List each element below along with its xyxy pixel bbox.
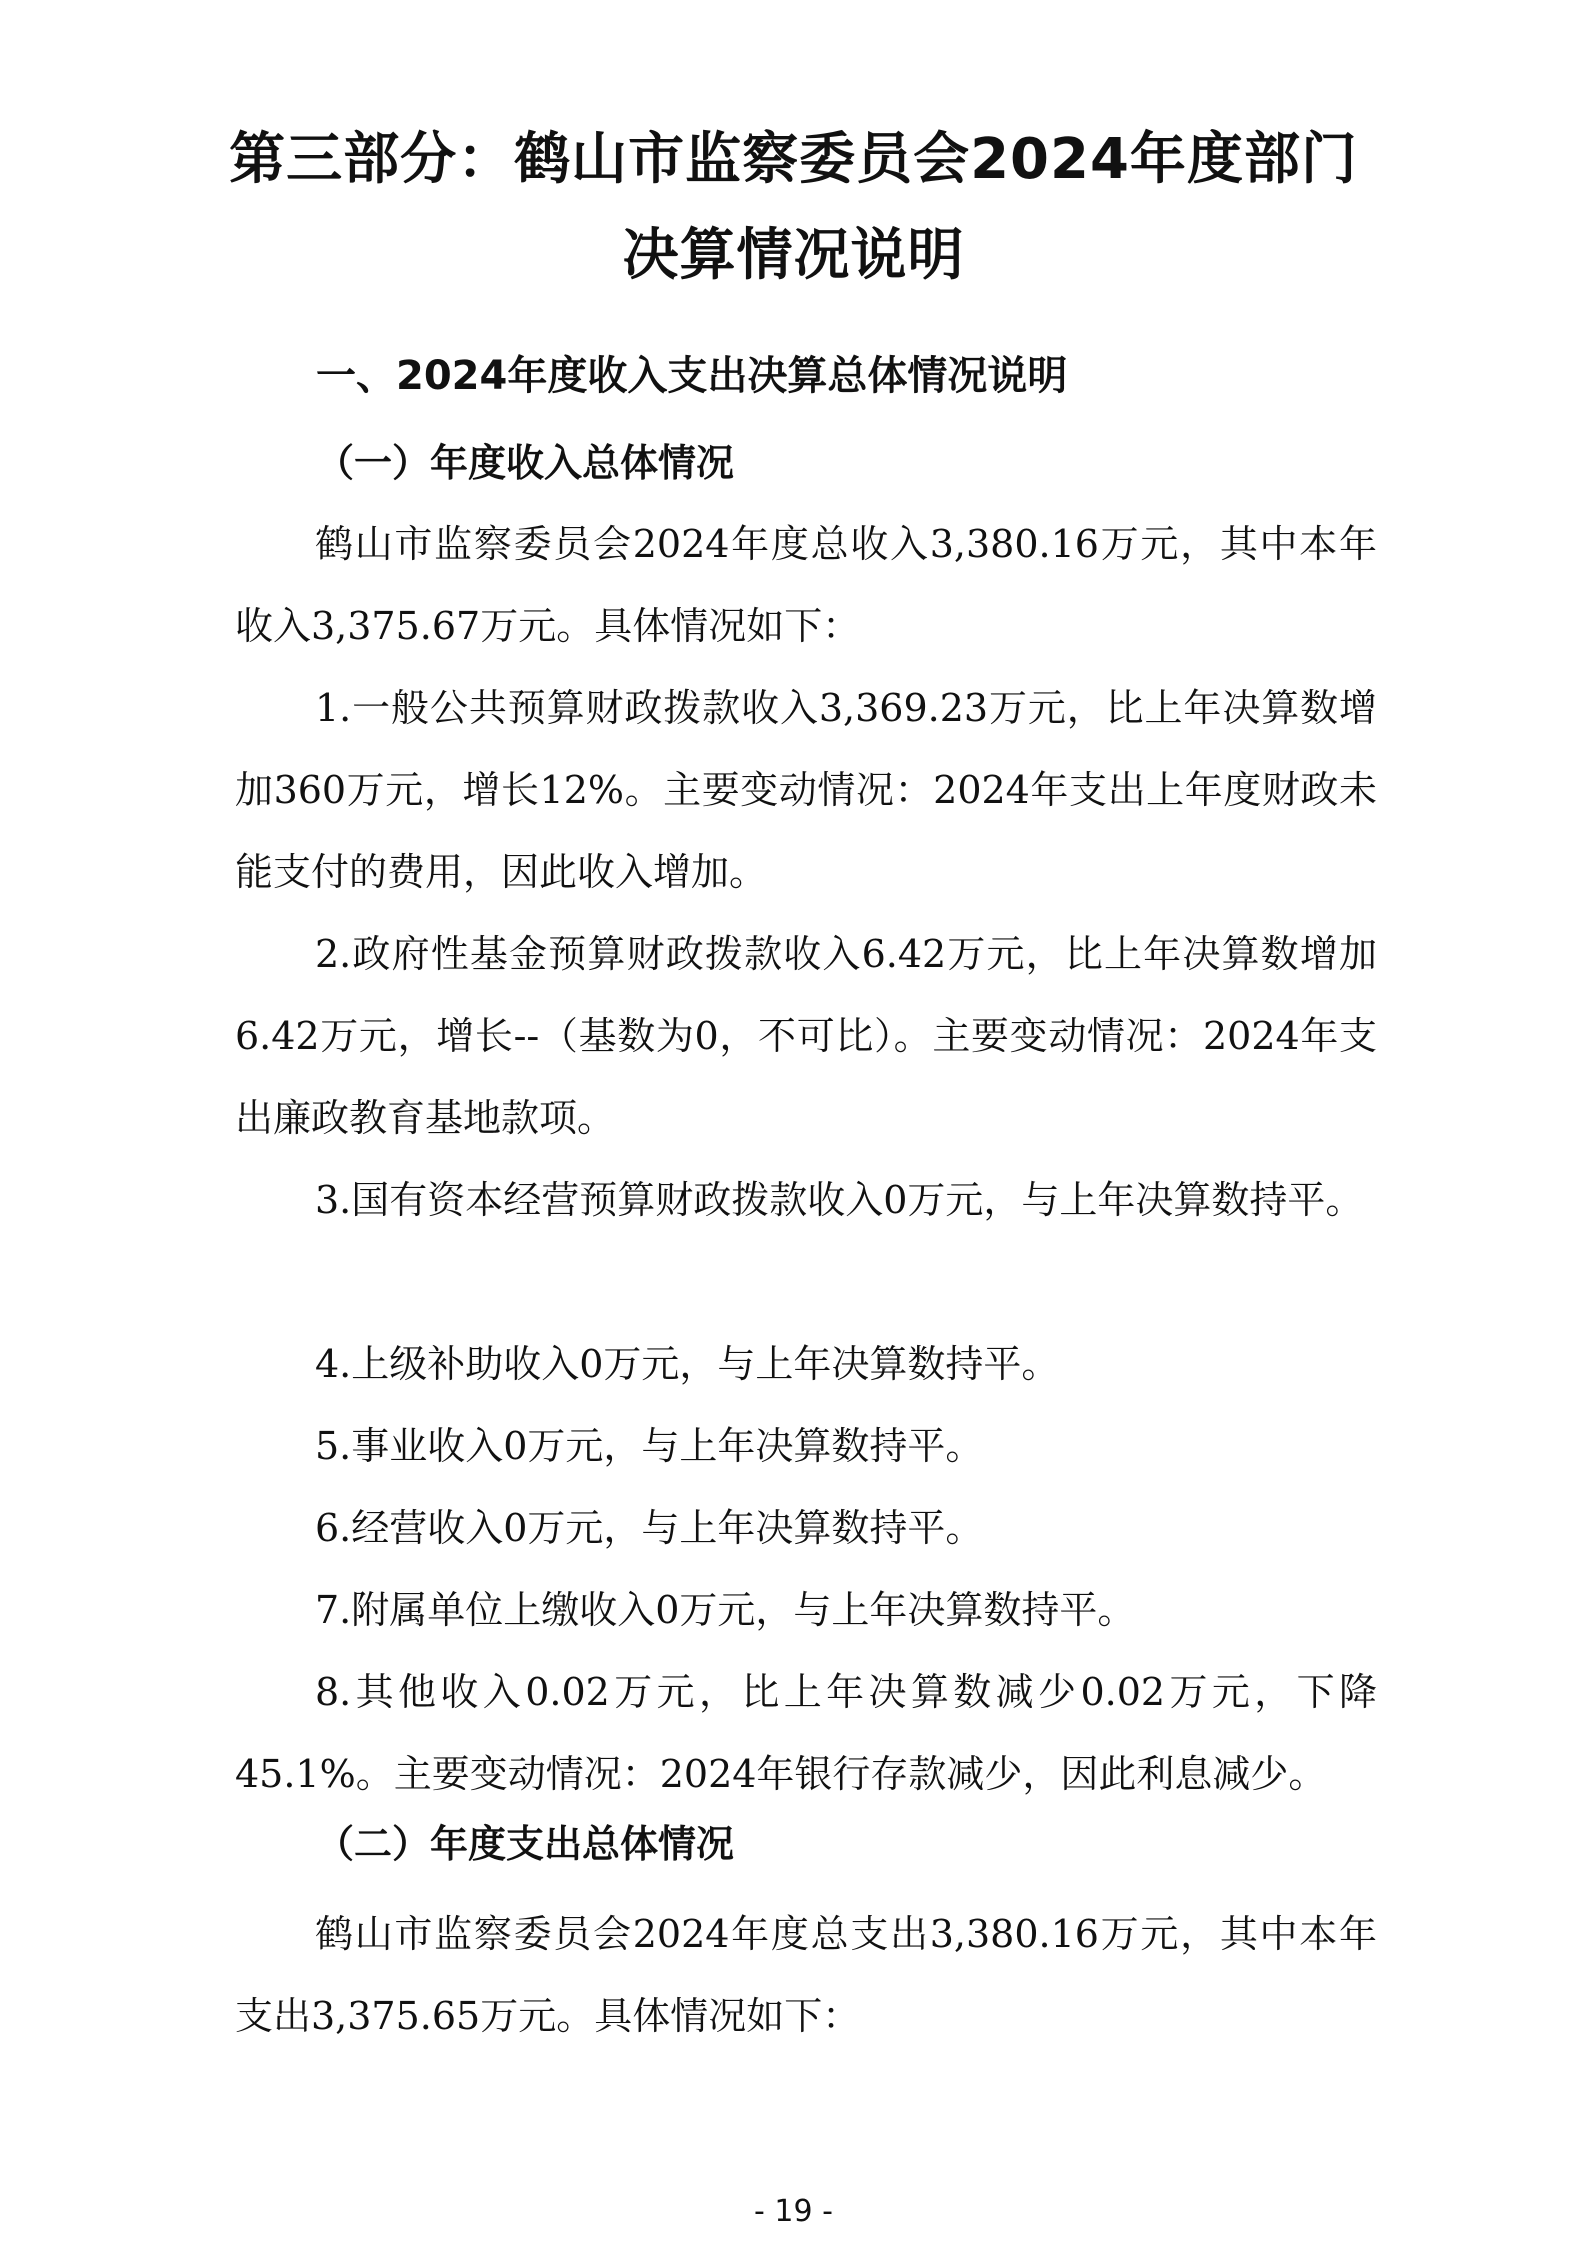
section-heading: 一、2024年度收入支出决算总体情况说明	[316, 353, 1068, 399]
income-intro-paragraph: 鹤山市监察委员会2024年度总收入3,380.16万元，其中本年收入3,375.67万元。具体情况如下：	[235, 522, 1377, 648]
income-item-7: 7.附属单位上缴收入0万元，与上年决算数持平。	[315, 1588, 1136, 1632]
title-line-1: 第三部分：鹤山市监察委员会2024年度部门	[229, 127, 1358, 192]
income-item-6: 6.经营收入0万元，与上年决算数持平。	[315, 1506, 984, 1550]
income-item-8: 8.其他收入0.02万元，比上年决算数减少0.02万元，下降45.1%。主要变动情况：2024年银行存款减少，因此利息减少。	[235, 1670, 1377, 1796]
subsection-heading-expenditure: （二）年度支出总体情况	[316, 1822, 735, 1866]
income-item-5: 5.事业收入0万元，与上年决算数持平。	[315, 1424, 984, 1468]
income-item-2: 2.政府性基金预算财政拨款收入6.42万元，比上年决算数增加6.42万元，增长--（基数为0，不可比）。主要变动情况：2024年支出廉政教育基地款项。	[235, 932, 1377, 1140]
income-item-4: 4.上级补助收入0万元，与上年决算数持平。	[315, 1342, 1060, 1386]
income-item-1: 1.一般公共预算财政拨款收入3,369.23万元，比上年决算数增加360万元，增长12%。主要变动情况：2024年支出上年度财政未能支付的费用，因此收入增加。	[235, 686, 1377, 894]
title-line-2: 决算情况说明	[622, 223, 965, 288]
expenditure-intro-paragraph: 鹤山市监察委员会2024年度总支出3,380.16万元，其中本年支出3,375.65万元。具体情况如下：	[235, 1912, 1377, 2038]
income-item-3: 3.国有资本经营预算财政拨款收入0万元，与上年决算数持平。	[315, 1178, 1364, 1222]
page-number: - 19 -	[754, 2194, 833, 2229]
document-title	[180, 112, 1407, 304]
subsection-heading-income: （一）年度收入总体情况	[316, 441, 735, 485]
